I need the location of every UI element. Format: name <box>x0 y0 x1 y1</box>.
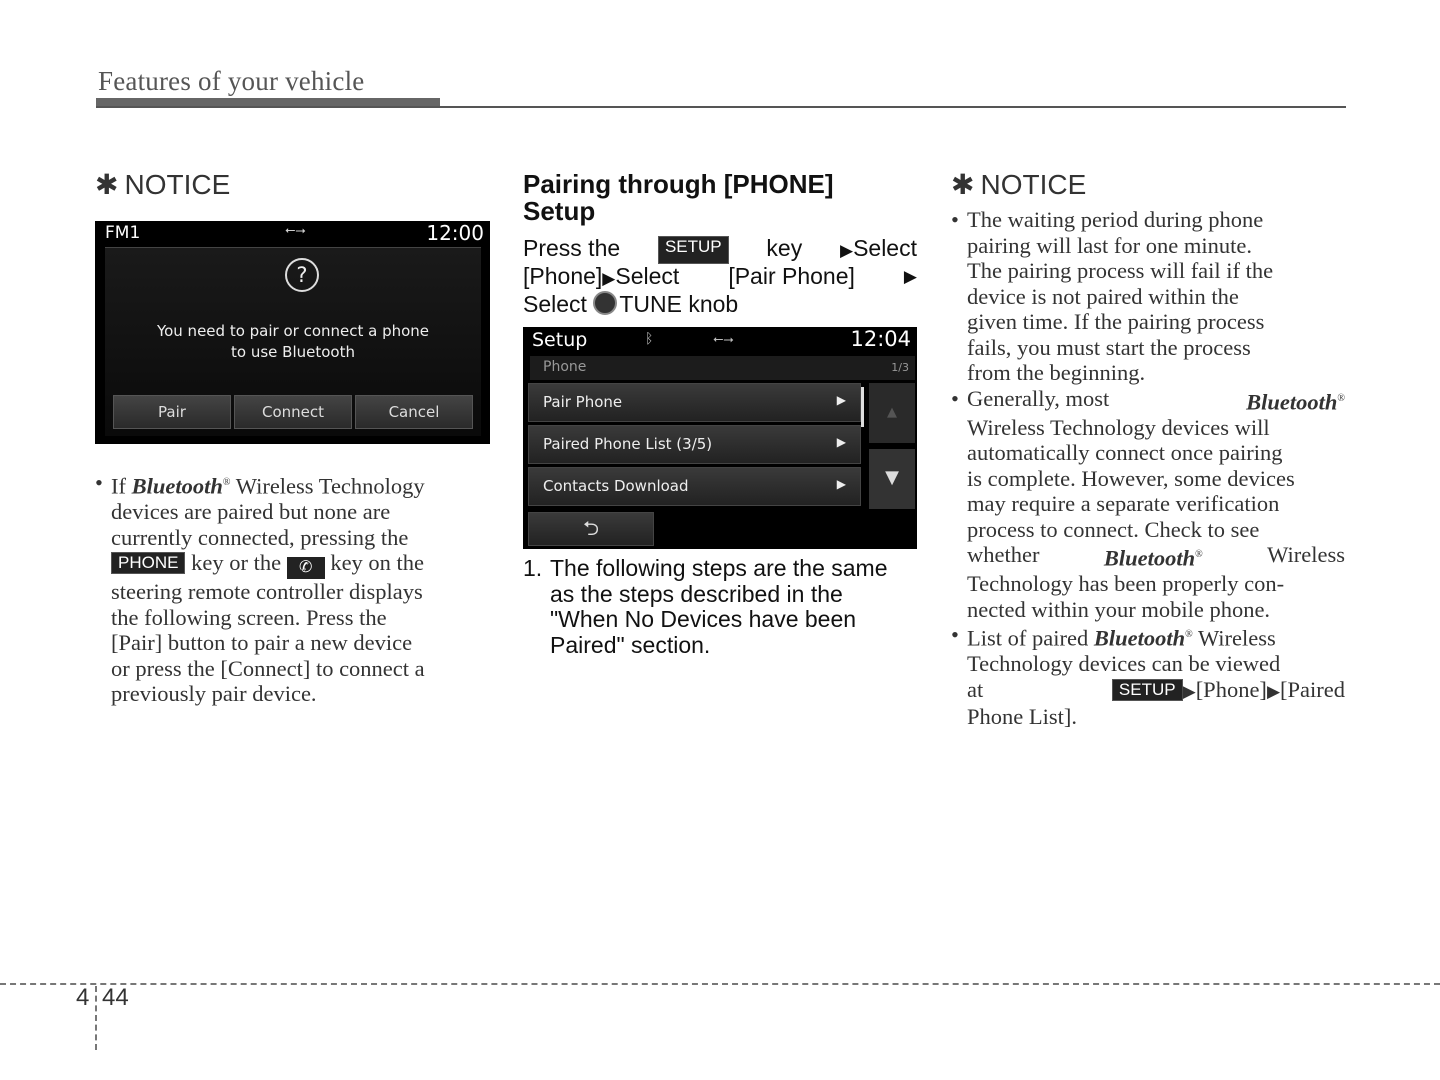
page-number: 44 <box>102 984 129 1011</box>
cancel-button[interactable]: Cancel <box>355 395 473 429</box>
left-paragraph: • If Bluetooth® Wireless Technology devices are paired but none are currently connected, pressing the PHONE key or the ✆ key on the steering remote controller displays the following screen. Press the [Pair] button to pair a new device or press the [Connect] to connect a previously pair device. <box>95 470 425 706</box>
setup-key: SETUP <box>1112 679 1183 701</box>
screen-title: Setup <box>532 329 588 351</box>
source-label: FM1 <box>105 223 141 243</box>
scroll-down-button[interactable]: ▼ <box>869 449 915 509</box>
section-title: Pairing through [PHONE] Setup <box>523 169 834 226</box>
usb-icon: ⭠⭢ <box>285 223 306 238</box>
page-indicator: 1/3 <box>891 361 909 374</box>
question-icon: ? <box>285 258 319 292</box>
bluetooth-connect-screen <box>95 221 490 444</box>
arrow-right-icon: ▶ <box>836 477 846 491</box>
menu-item-pair-phone[interactable]: Pair Phone ▶ <box>528 383 861 422</box>
screen-subheader: Phone 1/3 <box>530 356 915 380</box>
connect-button[interactable]: Connect <box>234 395 352 429</box>
page-header-title: Features of your vehicle <box>98 66 365 96</box>
clock: 12:00 <box>426 221 484 245</box>
footer-rule <box>0 983 1440 985</box>
asterisk-icon: ✱ <box>951 169 975 200</box>
asterisk-icon: ✱ <box>95 169 119 200</box>
chapter-number: 4 <box>76 984 90 1011</box>
notice-heading-right: ✱ NOTICE <box>951 169 1087 200</box>
arrow-right-icon: ▶ <box>839 241 854 260</box>
setup-instructions: Press the SETUP key ▶Select [Phone]▶Select [Pair Phone] ▶ Select TUNE knob <box>523 235 917 317</box>
phone-key: PHONE <box>111 552 185 574</box>
footer-divider <box>95 986 97 1050</box>
back-button[interactable] <box>528 512 654 546</box>
dialog-panel <box>105 247 481 436</box>
arrow-right-icon: ▶ <box>1182 681 1196 701</box>
arrow-right-icon: ▶ <box>836 435 846 449</box>
dialog-message-line1: You need to pair or connect a phone <box>156 322 430 340</box>
pair-button[interactable]: Pair <box>113 395 231 429</box>
notice-heading-left: ✱ NOTICE <box>95 169 231 200</box>
knob-icon <box>593 291 617 315</box>
menu-item-paired-phone-list[interactable]: Paired Phone List (3/5) ▶ <box>528 425 861 464</box>
header-rule <box>96 106 1346 108</box>
setup-key: SETUP <box>658 236 729 264</box>
scroll-up-button[interactable]: ▲ <box>869 383 915 443</box>
usb-icon: ⭠⭢ <box>713 332 734 347</box>
scrollbar[interactable] <box>861 387 864 427</box>
arrow-right-icon: ▶ <box>903 266 917 286</box>
arrow-right-icon: ▶ <box>836 393 846 407</box>
bluetooth-icon: ᛒ <box>645 331 654 347</box>
dialog-message-line2: to use Bluetooth <box>231 343 355 361</box>
menu-item-contacts-download[interactable]: Contacts Download ▶ <box>528 467 861 506</box>
clock: 12:04 <box>850 327 911 351</box>
right-notice-text: • The waiting period during phone pairing will last for one minute. The pairing process will fail if the device is not paired within the given time. If the pairing process fails, you must start the process from the beginning. • Generally, most Bluetooth® Wireless Technology devices will automatically connect once pairing is complete. However, some devices may require a separate verification process to connect. Check to see whether Bluetooth® Wireless Technology has been properly con- nected within your mobile phone. • List of paired Bluetooth® Wireless Technology devices can be viewed at SETUP ▶[Phone]▶[Paired Phone List]. <box>951 207 1345 729</box>
step-1: 1. The following steps are the same as the steps described in the "When No Devices have been Paired" section. <box>523 555 888 658</box>
arrow-right-icon: ▶ <box>1266 681 1281 701</box>
arrow-right-icon: ▶ <box>602 268 616 288</box>
back-arrow-icon: ⮌ <box>582 516 600 540</box>
setup-phone-screen <box>523 327 917 549</box>
call-icon: ✆ <box>287 557 325 579</box>
